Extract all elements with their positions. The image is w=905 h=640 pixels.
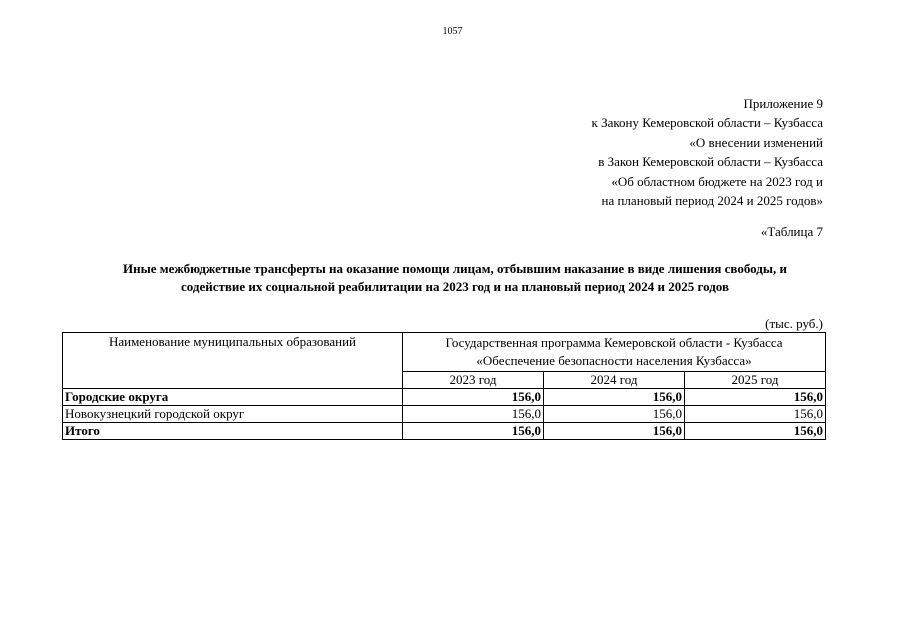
row-value-2023: 156,0 [403,389,544,406]
row-name: Новокузнецкий городской округ [63,406,403,423]
row-name: Городские округа [63,389,403,406]
row-value-2025: 156,0 [685,389,826,406]
year-header-2024: 2024 год [544,372,685,389]
appendix-line: в Закон Кемеровской области – Кузбасса [598,154,823,170]
appendix-line: «О внесении изменений [689,134,823,150]
title-line: Иные межбюджетные трансферты на оказание помощи лицам, отбывшим наказание в виде лишения свободы, и [123,261,787,276]
units-label: (тыс. руб.) [765,316,823,331]
row-name: Итого [63,423,403,440]
page-number: 1057 [442,26,463,37]
year-header-2025: 2025 год [685,372,826,389]
table-reference: «Таблица 7 [760,224,823,239]
program-header-line: «Обеспечение безопасности населения Кузбасса» [476,353,752,368]
appendix-block [592,94,824,210]
transfers-table [62,332,826,440]
appendix-line: Приложение 9 [743,96,823,111]
program-column-header [403,333,826,372]
appendix-line: к Закону Кемеровской области – Кузбасса [591,115,823,131]
document-title [62,260,848,296]
table-row [63,423,826,440]
appendix-line: «Об областном бюджете на 2023 год и [611,173,823,189]
appendix-line: на плановый период 2024 и 2025 годов» [601,193,823,209]
table-row [63,389,826,406]
row-value-2024: 156,0 [544,423,685,440]
row-value-2023: 156,0 [403,423,544,440]
row-value-2025: 156,0 [685,423,826,440]
row-value-2024: 156,0 [544,406,685,423]
row-value-2023: 156,0 [403,406,544,423]
year-header-2023: 2023 год [403,372,544,389]
title-line: содействие их социальной реабилитации на 2023 год и на плановый период 2024 и 2025 годов [181,279,729,294]
header-row [63,333,826,372]
row-value-2024: 156,0 [544,389,685,406]
name-column-header: Наименование муниципальных образований [63,333,403,389]
row-value-2025: 156,0 [685,406,826,423]
table-row [63,406,826,423]
program-header-line: Государственная программа Кемеровской области - Кузбасса [445,335,783,350]
